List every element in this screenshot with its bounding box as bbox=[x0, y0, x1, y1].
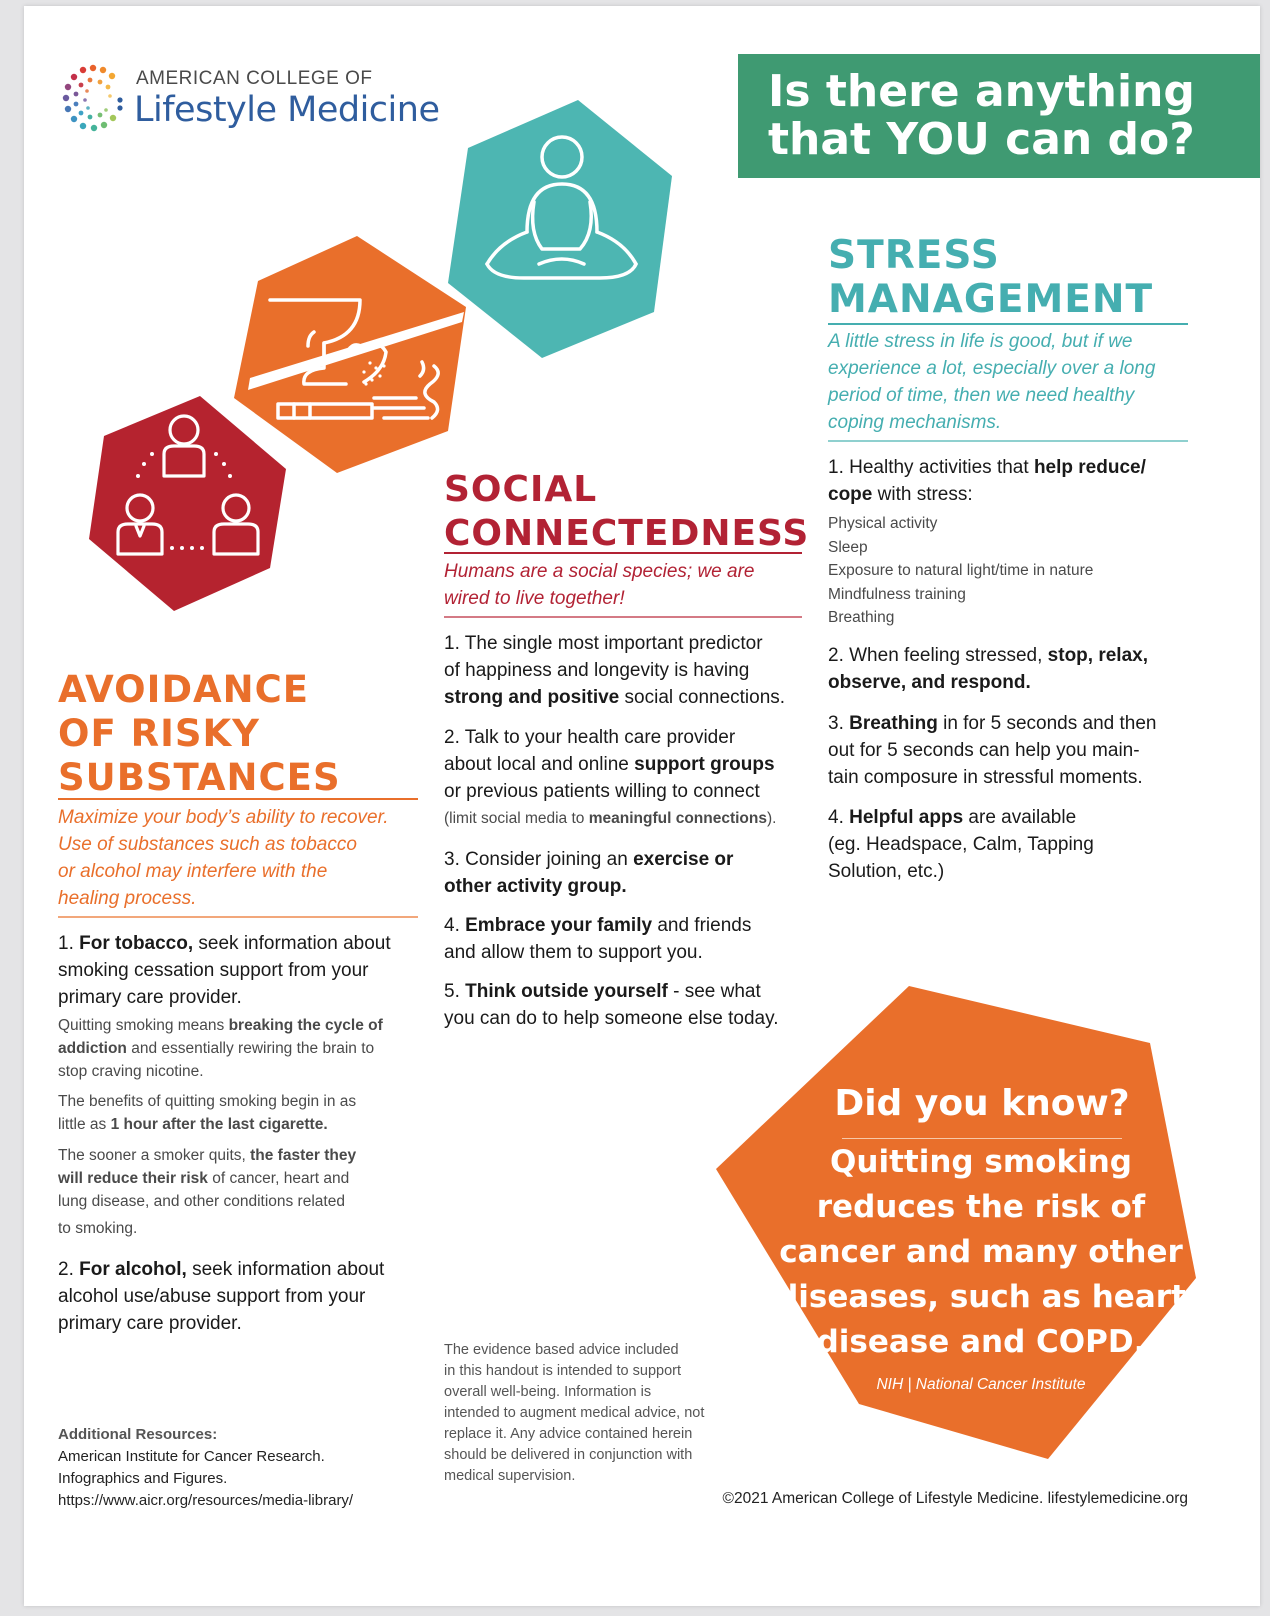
disclaimer: The evidence based advice included in this handout is intended to support overall well-being. Information is intended to augment medical advice, not replace it. Any advice contained herein should be delivered in conjunction with medical supervision. bbox=[444, 1342, 705, 1484]
avoid-title: AVOIDANCE OF RISKY SUBSTANCES bbox=[58, 668, 341, 799]
list-item: Mindfulness training bbox=[828, 585, 966, 603]
logo-line-1: AMERICAN COLLEGE OF bbox=[136, 68, 373, 89]
avoid-intro: Maximize your body’s ability to recover. Use of substances such as tobacco or alcohol may interfere with the healing process. bbox=[58, 807, 389, 909]
did-you-know-rule bbox=[842, 1138, 1122, 1139]
avoid-item-2: 2. For alcohol, seek information about alcohol use/abuse support from your primary care provider. bbox=[58, 1259, 385, 1334]
stress-item-4: 4. Helpful apps are available (eg. Headspace, Calm, Tapping Solution, etc.) bbox=[828, 807, 1094, 882]
list-item: Sleep bbox=[828, 538, 868, 556]
social-item-2: 2. Talk to your health care provider about local and online support groups or previous patients willing to connect (limit social media to meaningful connections). bbox=[444, 727, 777, 827]
list-item: Physical activity bbox=[828, 515, 938, 532]
did-you-know-title: Did you know? bbox=[834, 1083, 1130, 1124]
avoid-rule-top bbox=[58, 798, 418, 800]
stress-item-1: 1. Healthy activities that help reduce/ cope with stress: bbox=[828, 457, 1146, 505]
did-you-know-source: NIH | National Cancer Institute bbox=[876, 1376, 1086, 1393]
handout-page bbox=[24, 6, 1260, 1606]
resources-link[interactable]: https://www.aicr.org/resources/media-library/ bbox=[58, 1492, 354, 1509]
stress-rule-bottom bbox=[828, 440, 1188, 442]
avoid-note-1: Quitting smoking means breaking the cycle of addiction and essentially rewiring the brain to stop craving nicotine. bbox=[58, 1017, 383, 1080]
list-item: Breathing bbox=[828, 609, 895, 626]
avoid-note-2: The benefits of quitting smoking begin in as little as 1 hour after the last cigarette. bbox=[58, 1093, 357, 1133]
stress-rule-top bbox=[828, 323, 1188, 325]
header-title: Is there anything that YOU can do? bbox=[768, 66, 1195, 165]
social-rule-bottom bbox=[444, 616, 802, 618]
did-you-know-text: Quitting smoking reduces the risk of cancer and many other diseases, such as heart disease and COPD. bbox=[776, 1144, 1186, 1360]
copyright: ©2021 American College of Lifestyle Medicine. lifestylemedicine.org bbox=[722, 1490, 1188, 1507]
social-item-3: 3. Consider joining an exercise or other activity group. bbox=[444, 849, 734, 897]
social-title: SOCIAL CONNECTEDNESS bbox=[444, 469, 810, 554]
stress-intro: A little stress in life is good, but if we experience a lot, especially over a long period of time, then we need healthy coping mechanisms. bbox=[828, 331, 1156, 433]
social-intro: Humans are a social species; we are wired to live together! bbox=[444, 561, 755, 609]
additional-resources: Additional Resources: American Institute for Cancer Research. Infographics and Figures. https://www.aicr.org/resources/media-library/ bbox=[58, 1424, 438, 1512]
avoid-rule-bottom bbox=[58, 916, 418, 918]
stress-title: STRESS MANAGEMENT bbox=[828, 233, 1154, 322]
stress-item-2: 2. When feeling stressed, stop, relax, observe, and respond. bbox=[828, 645, 1148, 693]
logo-line-2: Lifestyle Medicine bbox=[134, 90, 440, 130]
stress-activities-list bbox=[828, 512, 1228, 630]
avoid-item-1: 1. For tobacco, seek information about smoking cessation support from your primary care provider. bbox=[58, 933, 391, 1008]
avoid-note-3: The sooner a smoker quits, the faster they will reduce their risk of cancer, heart and lung disease, and other conditions related to smoking. bbox=[58, 1147, 357, 1237]
social-item-4: 4. Embrace your family and friends and allow them to support you. bbox=[444, 915, 752, 963]
social-rule-top bbox=[444, 552, 802, 554]
list-item: Exposure to natural light/time in nature bbox=[828, 562, 1094, 579]
stress-item-3: 3. Breathing in for 5 seconds and then out for 5 seconds can help you main- tain composure in stressful moments. bbox=[828, 713, 1157, 788]
social-item-1: 1. The single most important predictor of happiness and longevity is having strong and positive social connections. bbox=[444, 633, 786, 708]
social-item-5: 5. Think outside yourself - see what you can do to help someone else today. bbox=[444, 981, 779, 1029]
